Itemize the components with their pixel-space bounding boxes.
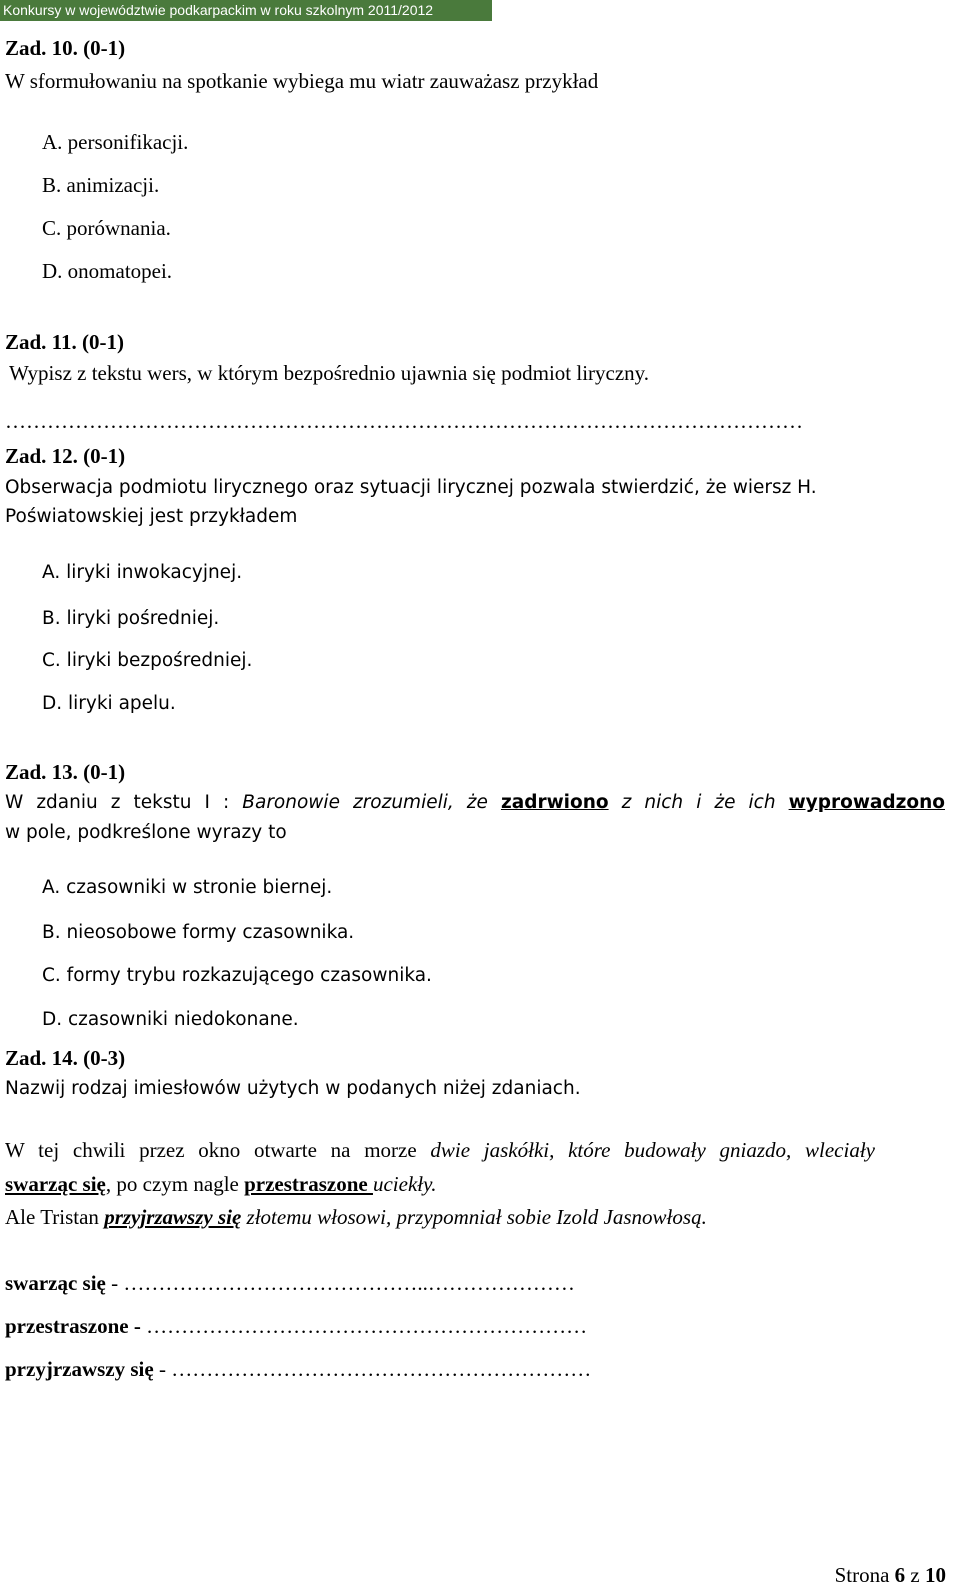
answer-field-2[interactable]: ……………………………………………………… [140, 1314, 588, 1338]
answer-field-3[interactable]: - …………………………………………………… [153, 1357, 592, 1381]
page-number-total: 10 [925, 1563, 946, 1587]
answer-label-3: przyjrzawszy się [5, 1357, 154, 1381]
task-13-question-line2: w pole, podkreślone wyrazy to [5, 822, 287, 843]
task-10-option-a: A. personifikacji. [42, 130, 189, 154]
task-14-sentence3 [5, 1205, 707, 1230]
participle-swarzac-sie: swarząc się [5, 1172, 106, 1196]
page-number-mid: z [905, 1563, 925, 1587]
task-13-underlined-word2: wyprowadzono [788, 792, 945, 813]
task-10-option-b: B. animizacji. [42, 173, 160, 197]
answer-label-2: przestraszone - [5, 1314, 141, 1338]
task-13-option-d: D. czasowniki niedokonane. [42, 1009, 299, 1030]
task-13-option-c: C. formy trybu rozkazującego czasownika. [42, 965, 432, 986]
page-header: Konkursy w województwie podkarpackim w roku szkolnym 2011/2012 [0, 0, 492, 21]
task-13-title: Zad. 13. (0-1) [5, 760, 126, 784]
task-12-title: Zad. 12. (0-1) [5, 444, 126, 468]
task-11-answer-line[interactable]: …………………………………………………………………………………………………… [5, 409, 803, 433]
participle-przestraszone: przestraszone [244, 1172, 373, 1196]
task-10-option-d: D. onomatopei. [42, 259, 173, 283]
page-number-prefix: Strona [834, 1563, 895, 1587]
task-10-option-c: C. porównania. [42, 216, 171, 240]
participle-przyjrzawszy-sie: przyjrzawszy się [104, 1205, 242, 1229]
task-10-title: Zad. 10. (0-1) [5, 36, 126, 60]
task-13-prefix: W zdaniu z tekstu I : [5, 792, 243, 813]
task-12-option-a: A. liryki inwokacyjnej. [42, 562, 243, 583]
task-14-question: Nazwij rodzaj imiesłowów użytych w podanych niżej zdaniach. [5, 1078, 581, 1099]
task-12-question-line1: Obserwacja podmiotu lirycznego oraz sytuacji lirycznej pozwala stwierdzić, że wiersz H. [5, 477, 817, 498]
task-12-question-line2: Poświatowskiej jest przykładem [5, 506, 298, 527]
task-14-sentence1 [5, 1138, 875, 1163]
sentence3-italic: złotemu włosowi, przypomniał sobie Izold Jasnowłosą. [241, 1205, 707, 1229]
task-14-sentence2 [5, 1172, 437, 1197]
task-10-question: W sformułowaniu na spotkanie wybiega mu wiatr zauważasz przykład [5, 69, 599, 93]
page-number-current: 6 [894, 1563, 906, 1587]
task-11-question: Wypisz z tekstu wers, w którym bezpośrednio ujawnia się podmiot liryczny. [9, 361, 650, 385]
sentence2-plain: , po czym nagle [105, 1172, 245, 1196]
sentence2-italic: uciekły. [372, 1172, 437, 1196]
answer-row-1 [5, 1271, 575, 1296]
sentence3-plain: Ale Tristan [5, 1205, 105, 1229]
answer-row-2 [5, 1314, 587, 1339]
task-12-option-d: D. liryki apelu. [42, 693, 176, 714]
task-13-quote-part1: Baronowie zrozumieli, że [242, 792, 501, 813]
answer-row-3 [5, 1357, 591, 1382]
page-number [835, 1563, 946, 1588]
task-13-option-a: A. czasowniki w stronie biernej. [42, 877, 333, 898]
task-12-option-c: C. liryki bezpośredniej. [42, 650, 253, 671]
task-14-title: Zad. 14. (0-3) [5, 1046, 126, 1070]
task-13-option-b: B. nieosobowe formy czasownika. [42, 922, 355, 943]
task-11-title: Zad. 11. (0-1) [5, 330, 125, 354]
answer-label-1: swarząc się [5, 1271, 106, 1295]
task-13-question-line1 [5, 792, 945, 813]
sentence1-plain: W tej chwili przez okno otwarte na morze [5, 1138, 431, 1162]
task-13-quote-part2: z nich i że ich [608, 792, 789, 813]
sentence1-italic: dwie jaskółki, które budowały gniazdo, wleciały [430, 1138, 875, 1162]
task-13-underlined-word1: zadrwiono [500, 792, 609, 813]
task-12-option-b: B. liryki pośredniej. [42, 608, 220, 629]
answer-field-1[interactable]: - ……………………………………..………………… [105, 1271, 575, 1295]
